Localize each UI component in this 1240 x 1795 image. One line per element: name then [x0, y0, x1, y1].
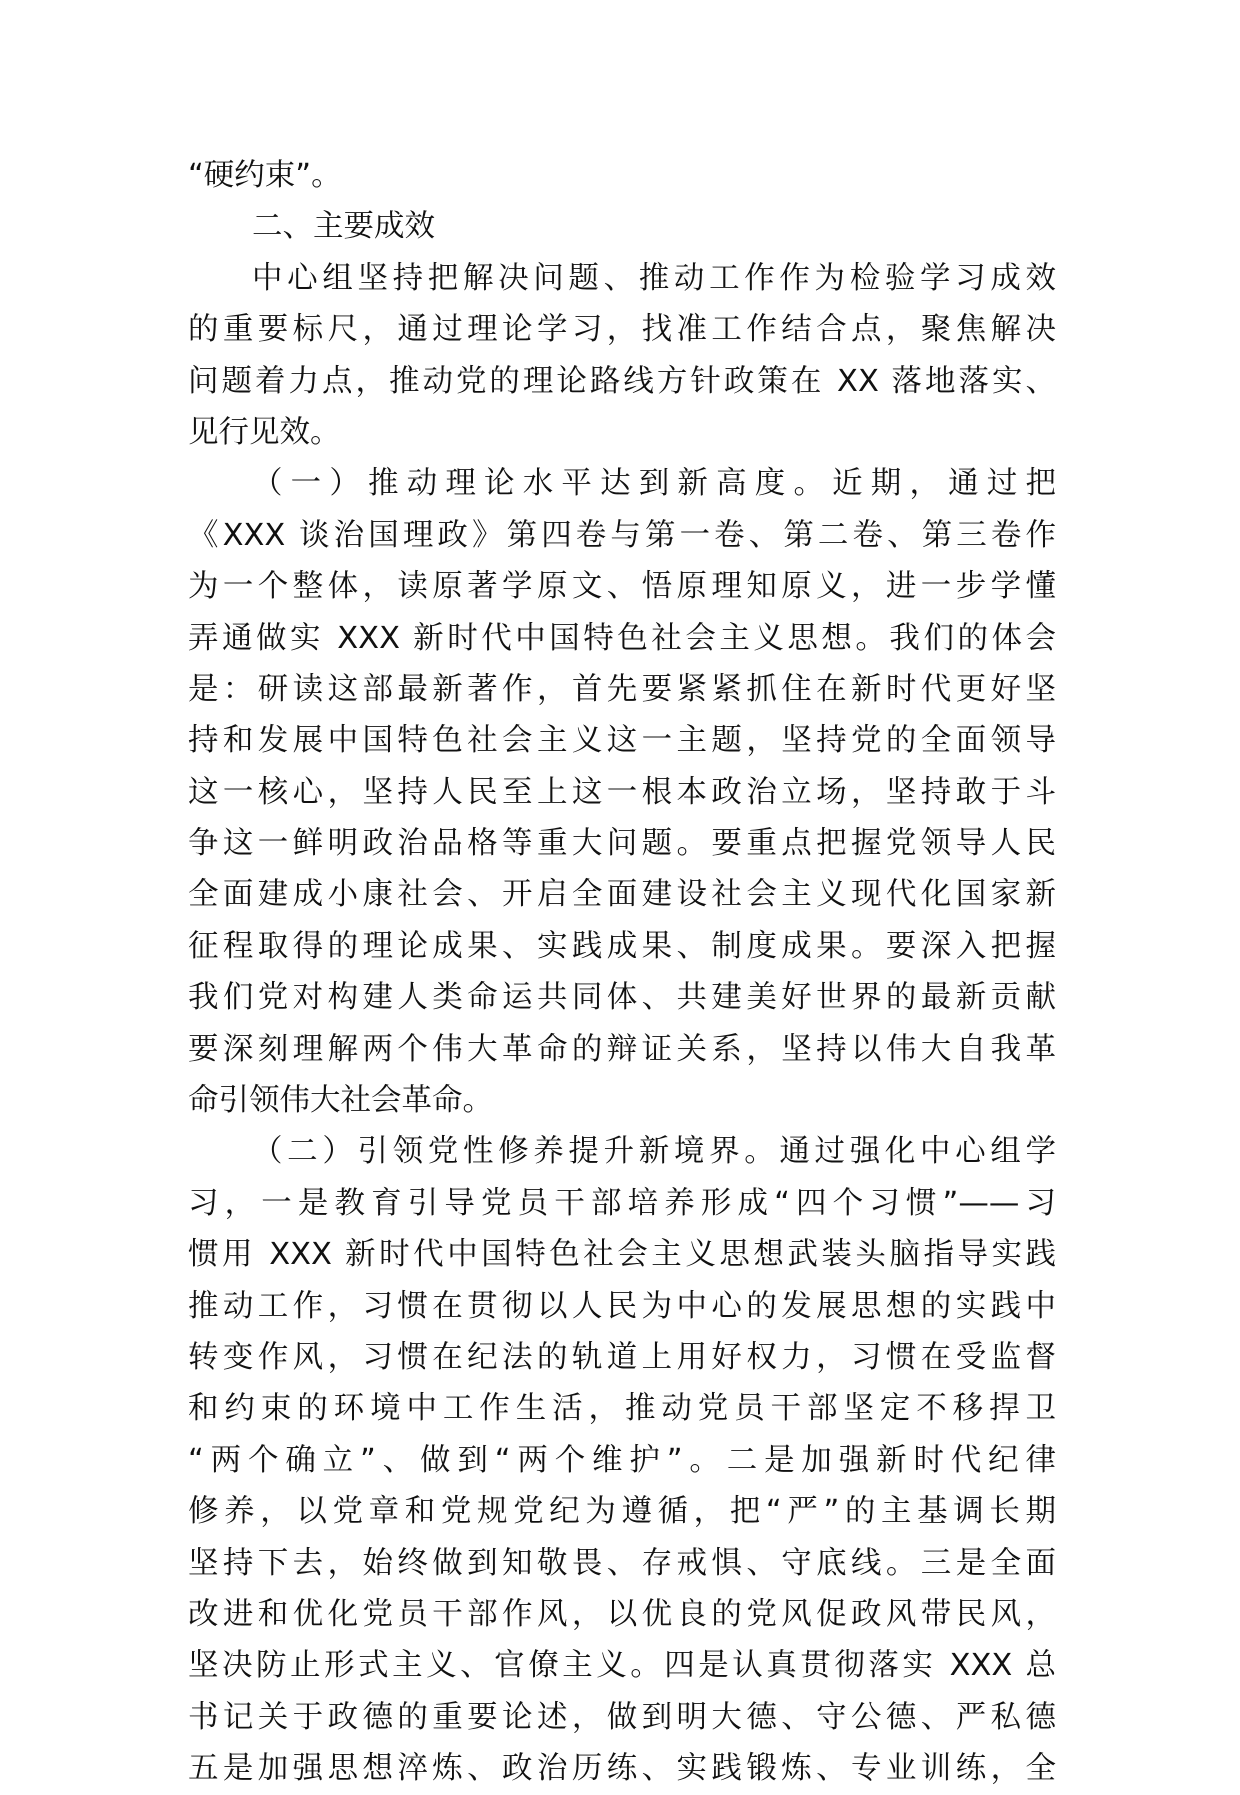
- paragraph-line: 惯用 XXX 新时代中国特色社会主义思想武装头脑指导实践: [188, 1237, 1056, 1273]
- paragraph-line: 坚持下去，始终做到知敬畏、存戒惧、守底线。三是全面: [188, 1545, 1056, 1581]
- paragraph-line: “两个确立”、做到“两个维护”。二是加强新时代纪律: [188, 1442, 1056, 1478]
- paragraph-line: 要深刻理解两个伟大革命的辩证关系，坚持以伟大自我革: [188, 1031, 1056, 1067]
- paragraph-line: 和约束的环境中工作生活，推动党员干部坚定不移捍卫: [188, 1391, 1056, 1427]
- paragraph-line: 命引领伟大社会革命。: [188, 1083, 493, 1119]
- paragraph-line: 问题着力点，推动党的理论路线方针政策在 XX 落地落实、: [188, 363, 1056, 399]
- paragraph-line: 争这一鲜明政治品格等重大问题。要重点把握党领导人民: [188, 826, 1056, 862]
- paragraph-line: 弄通做实 XXX 新时代中国特色社会主义思想。我们的体会: [188, 620, 1056, 656]
- paragraph-line: 坚决防止形式主义、官僚主义。四是认真贯彻落实 XXX 总: [188, 1648, 1056, 1684]
- paragraph-line: 《XXX 谈治国理政》第四卷与第一卷、第二卷、第三卷作: [188, 517, 1056, 553]
- subsection-heading-line: （一）推动理论水平达到新高度。近期，通过把: [252, 466, 1056, 502]
- paragraph-line: 五是加强思想淬炼、政治历练、实践锻炼、专业训练，全: [188, 1751, 1056, 1787]
- paragraph-line: 中心组坚持把解决问题、推动工作作为检验学习成效: [252, 260, 1056, 296]
- section-heading: 二、主要成效: [252, 209, 435, 245]
- paragraph-line: 全面建成小康社会、开启全面建设社会主义现代化国家新: [188, 877, 1056, 913]
- paragraph-line: 修养，以党章和党规党纪为遵循，把“严”的主基调长期: [188, 1494, 1056, 1530]
- paragraph-line: 这一核心，坚持人民至上这一根本政治立场，坚持敢于斗: [188, 774, 1056, 810]
- document-body: [188, 150, 1056, 1795]
- paragraph-line: 为一个整体，读原著学原文、悟原理知原义，进一步学懂: [188, 569, 1056, 605]
- paragraph-line: 征程取得的理论成果、实践成果、制度成果。要深入把握: [188, 928, 1056, 964]
- subsection-heading-line: （二）引领党性修养提升新境界。通过强化中心组学: [252, 1134, 1056, 1170]
- paragraph-line: 转变作风，习惯在纪法的轨道上用好权力，习惯在受监督: [188, 1339, 1056, 1375]
- paragraph-line: 书记关于政德的重要论述，做到明大德、守公德、严私德: [188, 1699, 1056, 1735]
- paragraph-line: 见行见效。: [188, 414, 341, 450]
- paragraph-line: 是：研读这部最新著作，首先要紧紧抓住在新时代更好坚: [188, 671, 1056, 707]
- paragraph-line: “硬约束”。: [188, 158, 342, 193]
- paragraph-line: 推动工作，习惯在贯彻以人民为中心的发展思想的实践中: [188, 1288, 1056, 1324]
- paragraph-line: 的重要标尺，通过理论学习，找准工作结合点，聚焦解决: [188, 312, 1056, 348]
- paragraph-line: 改进和优化党员干部作风，以优良的党风促政风带民风，: [188, 1596, 1056, 1632]
- paragraph-line: 习，一是教育引导党员干部培养形成“四个习惯”——习: [188, 1185, 1056, 1221]
- paragraph-line: 我们党对构建人类命运共同体、共建美好世界的最新贡献: [188, 980, 1056, 1016]
- paragraph-line: 持和发展中国特色社会主义这一主题，坚持党的全面领导: [188, 723, 1056, 759]
